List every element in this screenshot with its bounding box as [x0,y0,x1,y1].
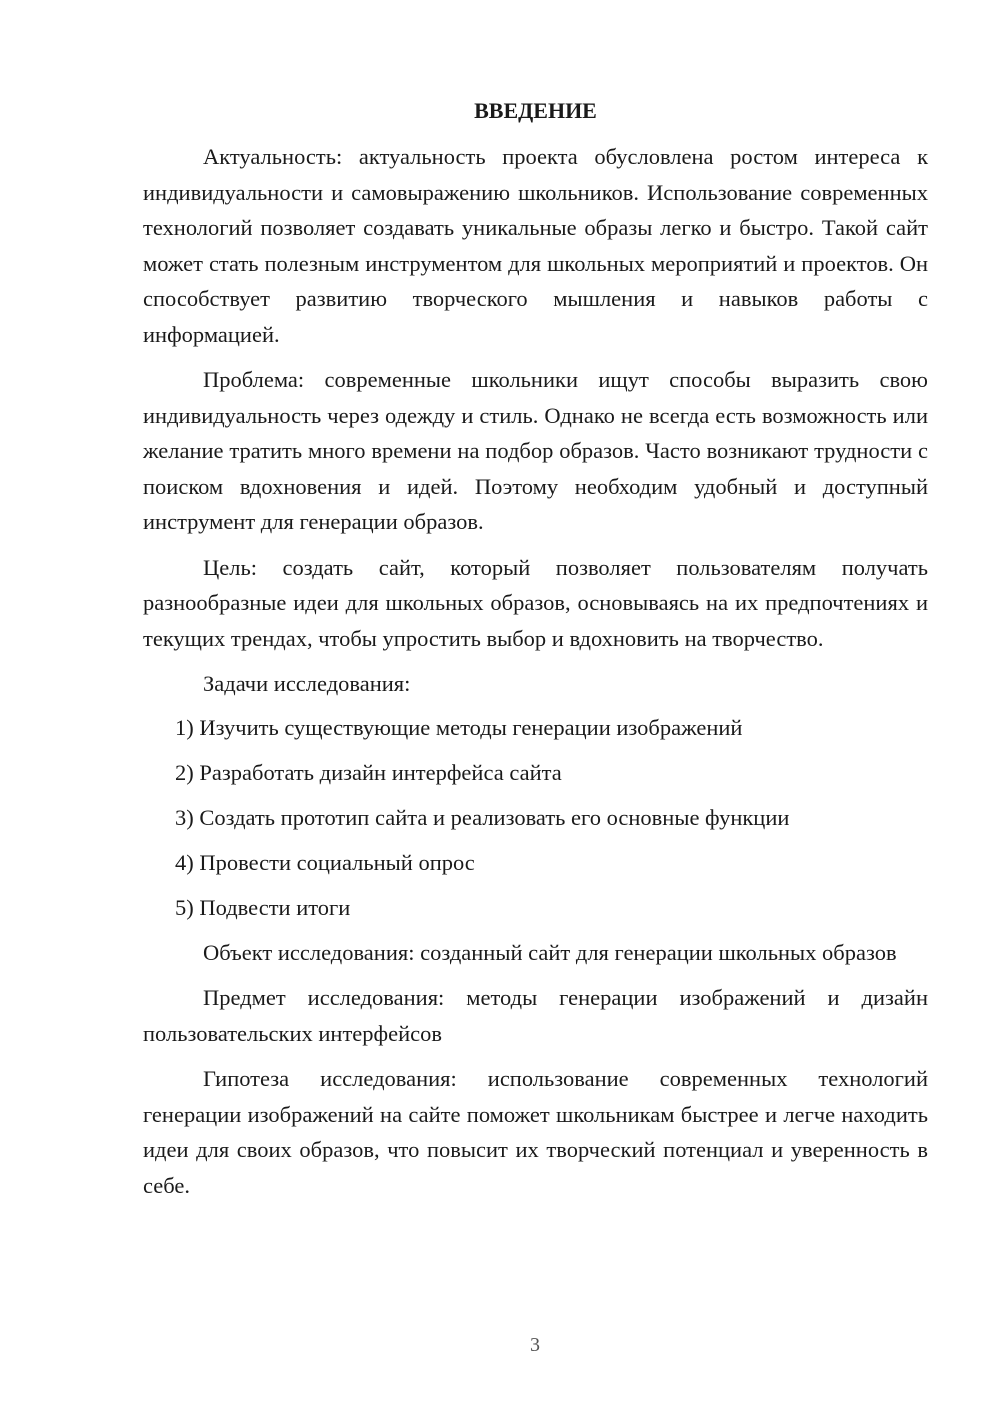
hypothesis-paragraph: Гипотеза исследования: использование современных технологий генерации изображений на сайте поможет школьникам быстрее и легче находить идеи для своих образов, что повысит их творческий потенциал и уверенность в себе. [143,1066,928,1198]
relevance-paragraph: Актуальность: актуальность проекта обусловлена ростом интереса к индивидуальности и самовыражению школьников. Использование современных технологий позволяет создавать уникальные образы легко и быстро. Такой сайт может стать полезным инструментом для школьных мероприятий и проектов. Он способствует развитию творческого мышления и навыков работы с информацией. [143,144,928,347]
task-item-2: 2) Разработать дизайн интерфейса сайта [175,759,562,785]
goal-paragraph: Цель: создать сайт, который позволяет пользователям получать разнообразные идеи для школьных образов, основываясь на их предпочтениях и текущих трендах, чтобы упростить выбор и вдохновить на творчество. [143,554,928,651]
page-number: 3 [530,1334,540,1356]
task-list [143,710,928,926]
subject-paragraph: Предмет исследования: методы генерации изображений и дизайн пользовательских интерфейсов [143,985,928,1046]
tasks-label: Задачи исследования: [203,671,411,696]
document-body [143,96,928,1213]
problem-paragraph: Проблема: современные школьники ищут способы выразить свою индивидуальность через одежду и стиль. Однако не всегда есть возможность или желание тратить много времени на подбор образов. Часто возникают трудности с поиском вдохновения и идей. Поэтому необходим удобный и доступный инструмент для генерации образов. [143,367,928,534]
task-item-1: 1) Изучить существующие методы генерации изображений [175,714,743,740]
section-title: ВВЕДЕНИЕ [474,98,597,123]
task-item-5: 5) Подвести итоги [175,894,351,920]
object-paragraph: Объект исследования: созданный сайт для генерации школьных образов [203,939,897,965]
task-item-4: 4) Провести социальный опрос [175,849,475,875]
task-item-3: 3) Создать прототип сайта и реализовать его основные функции [175,804,790,830]
